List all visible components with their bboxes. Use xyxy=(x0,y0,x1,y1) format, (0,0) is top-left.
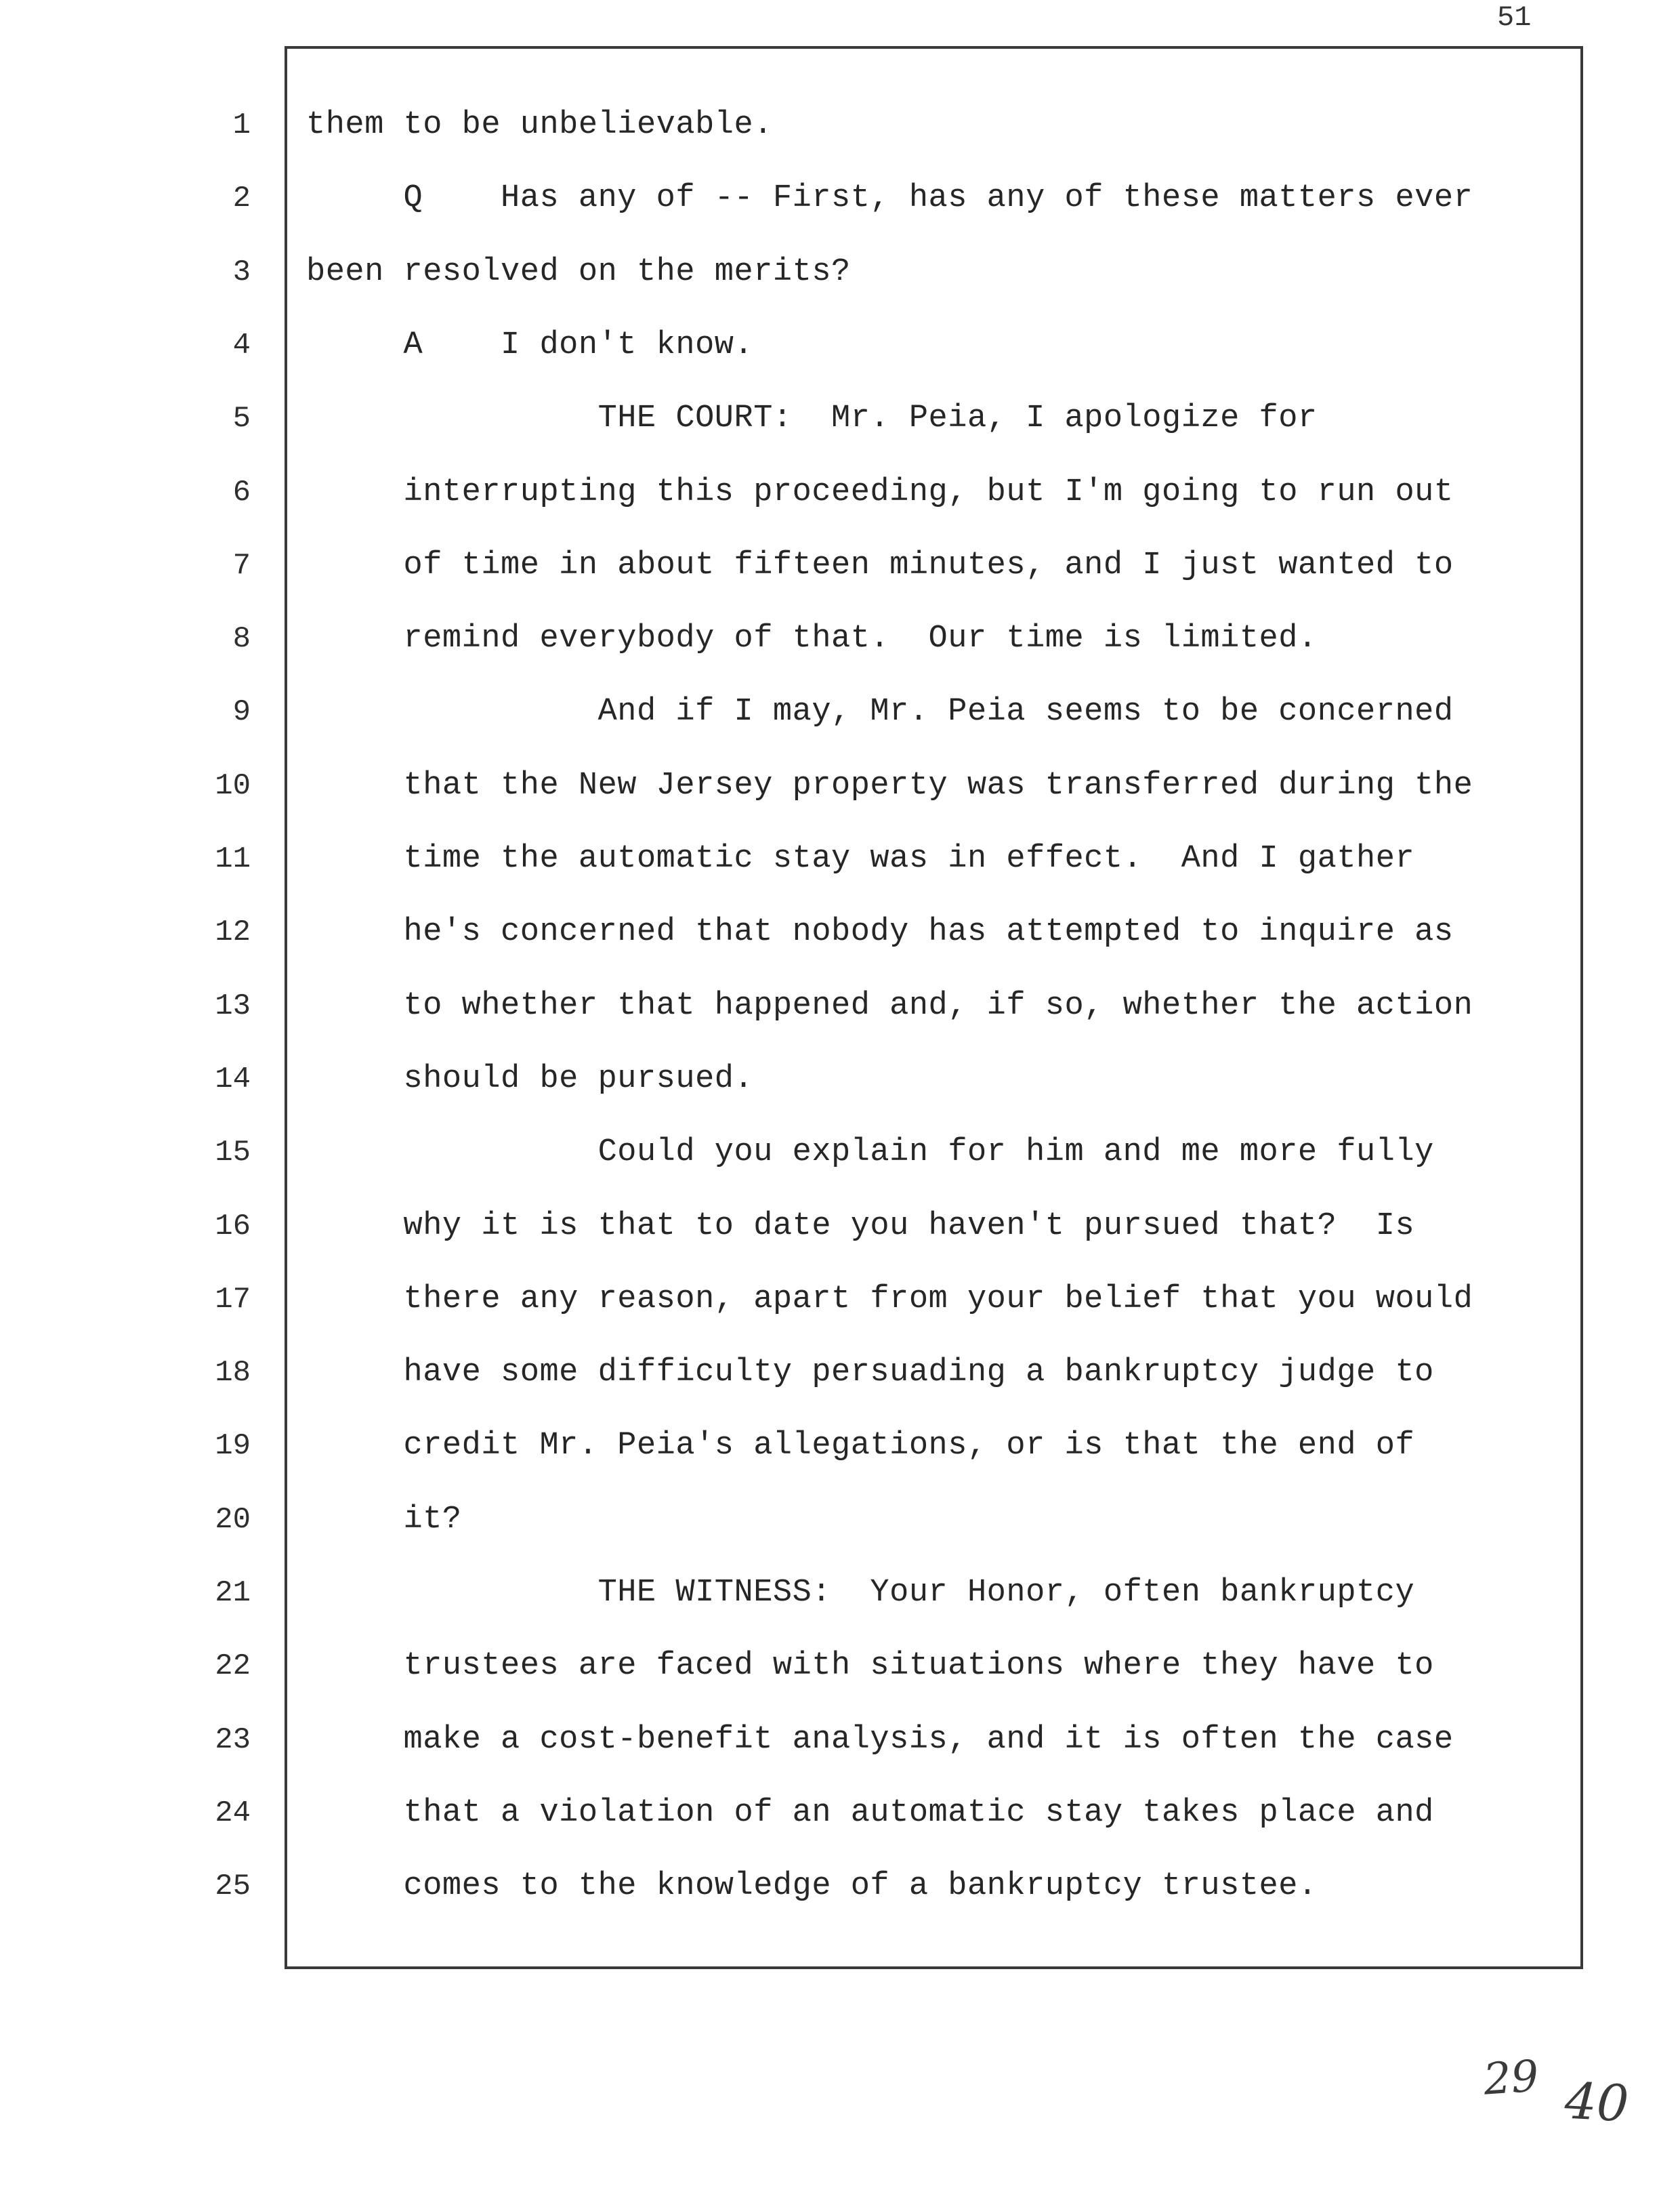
line-number: 6 xyxy=(232,476,251,510)
transcript-line: to whether that happened and, if so, whether the action xyxy=(306,988,1473,1024)
transcript-line: remind everybody of that. Our time is limited. xyxy=(306,621,1318,657)
transcript-line: have some difficulty persuading a bankruptcy judge to xyxy=(306,1355,1434,1390)
line-number: 8 xyxy=(232,622,251,656)
handwritten-mark-2: 40 xyxy=(1563,2071,1631,2134)
line-number: 7 xyxy=(232,549,251,583)
line-number: 9 xyxy=(232,695,251,729)
transcript-line: he's concerned that nobody has attempted to inquire as xyxy=(306,914,1454,950)
transcript-line: that a violation of an automatic stay takes place and xyxy=(306,1795,1434,1831)
line-number: 15 xyxy=(215,1136,251,1170)
transcript-line: THE COURT: Mr. Peia, I apologize for xyxy=(306,400,1318,436)
transcript-line: THE WITNESS: Your Honor, often bankruptcy xyxy=(306,1575,1415,1611)
line-number: 11 xyxy=(215,842,251,876)
line-number: 3 xyxy=(232,255,251,289)
transcript-line: A I don't know. xyxy=(306,327,754,363)
line-number: 10 xyxy=(215,769,251,803)
transcript-line: trustees are faced with situations where they have to xyxy=(306,1648,1434,1684)
line-number: 18 xyxy=(215,1356,251,1390)
line-number: 1 xyxy=(232,108,251,142)
transcript-line: make a cost-benefit analysis, and it is often the case xyxy=(306,1722,1454,1758)
line-number: 17 xyxy=(215,1283,251,1317)
transcript-line: Q Has any of -- First, has any of these matters ever xyxy=(306,180,1473,216)
handwritten-mark-1: 29 xyxy=(1482,2051,1540,2105)
line-number: 2 xyxy=(232,182,251,215)
line-number: 19 xyxy=(215,1429,251,1463)
line-number: 23 xyxy=(215,1723,251,1757)
transcript-line: been resolved on the merits? xyxy=(306,254,851,290)
line-number: 14 xyxy=(215,1062,251,1096)
line-number: 4 xyxy=(232,329,251,363)
transcript-line: should be pursued. xyxy=(306,1061,754,1097)
transcript-line: that the New Jersey property was transferred during the xyxy=(306,768,1473,804)
transcript-line: And if I may, Mr. Peia seems to be concerned xyxy=(306,694,1454,730)
line-number: 25 xyxy=(215,1870,251,1903)
transcript-line: comes to the knowledge of a bankruptcy trustee. xyxy=(306,1868,1318,1904)
transcript-line: it? xyxy=(306,1502,462,1537)
transcript-line: them to be unbelievable. xyxy=(306,107,773,143)
transcript-line: there any reason, apart from your belief that you would xyxy=(306,1281,1473,1317)
line-number: 12 xyxy=(215,915,251,949)
line-number: 16 xyxy=(215,1210,251,1243)
line-number: 20 xyxy=(215,1503,251,1537)
transcript-line: why it is that to date you haven't pursued that? Is xyxy=(306,1208,1415,1244)
line-number: 5 xyxy=(232,402,251,436)
transcript-line: interrupting this proceeding, but I'm going to run out xyxy=(306,474,1454,510)
transcript-line: credit Mr. Peia's allegations, or is that the end of xyxy=(306,1428,1415,1464)
page-number: 51 xyxy=(1497,1,1532,34)
transcript-line: of time in about fifteen minutes, and I just wanted to xyxy=(306,548,1454,583)
transcript-line: time the automatic stay was in effect. And I gather xyxy=(306,841,1415,877)
transcript-line: Could you explain for him and me more fully xyxy=(306,1134,1434,1170)
line-number: 21 xyxy=(215,1576,251,1610)
line-number: 24 xyxy=(215,1796,251,1830)
line-number: 13 xyxy=(215,989,251,1023)
line-number: 22 xyxy=(215,1649,251,1683)
